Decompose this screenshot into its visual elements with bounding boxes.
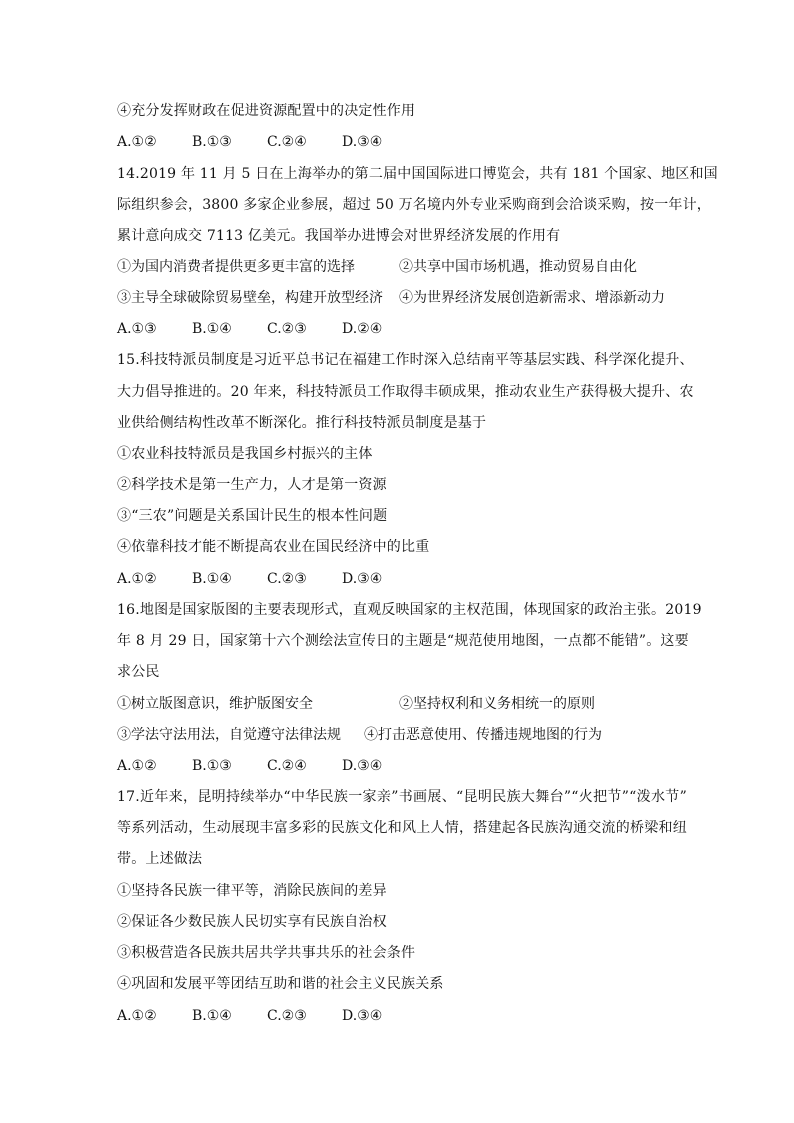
option-c: C.②④ [267, 134, 307, 150]
option-a: A.①③ [117, 321, 157, 337]
q15-stem-line-1: 15.科技特派员制度是习近平总书记在福建工作时深入总结南平等基层实践、科学深化提升、 [117, 352, 694, 368]
option-c: C.②③ [267, 1008, 307, 1024]
q14-stem-line-3: 累计意向成交 7113 亿美元。我国举办进博会对世界经济发展的作用有 [117, 228, 561, 244]
q16-item-1: ①树立版图意识，维护版图安全 [117, 696, 313, 712]
option-d: D.②④ [342, 321, 383, 337]
option-a: A.①② [117, 1008, 157, 1024]
q16-item-3: ③学法守法用法，自觉遵守法律法规 [117, 727, 341, 743]
q14-stem-line-2: 际组织参会，3800 多家企业参展，超过 50 万名境内外专业采购商到会洽谈采购，按一年计， [117, 197, 711, 213]
q14-options [117, 319, 417, 339]
q15-item-3: ③“三农”问题是关系国计民生的根本性问题 [117, 508, 388, 524]
option-d: D.③④ [342, 758, 383, 774]
q16-stem-line-2: 年 8 月 29 日，国家第十六个测绘法宣传日的主题是“规范使用地图，一点都不能错”。这要 [117, 633, 689, 649]
option-a: A.①② [117, 571, 157, 587]
q17-stem-line-2: 等系列活动，生动展现丰富多彩的民族文化和风上人情，搭建起各民族沟通交流的桥梁和纽 [117, 820, 687, 836]
q17-item-1: ①坚持各民族一律平等，消除民族间的差异 [117, 883, 387, 899]
q14-item-4: ④为世界经济发展创造新需求、增添新动力 [399, 290, 665, 306]
q15-item-4: ④依靠科技才能不断提高农业在国民经济中的比重 [117, 539, 430, 555]
q16-items-row-2 [117, 725, 602, 745]
q17-item-4: ④巩固和发展平等团结互助和谐的社会主义民族关系 [117, 976, 444, 992]
q16-item-2: ②坚持权利和义务相统一的原则 [399, 696, 595, 712]
prev-question-item-4: ④充分发挥财政在促进资源配置中的决定性作用 [117, 103, 416, 119]
q17-item-3: ③积极营造各民族共居共学共事共乐的社会条件 [117, 945, 416, 961]
q15-stem-line-2: 大力倡导推进的。20 年来，科技特派员工作取得丰硕成果，推动农业生产获得极大提升、农 [117, 384, 694, 400]
q17-stem-line-3: 带。上述做法 [117, 851, 203, 867]
q14-item-3: ③主导全球破除贸易壁垒，构建开放型经济 [117, 290, 383, 306]
q14-item-2: ②共享中国市场机遇，推动贸易自由化 [399, 259, 637, 275]
q16-items-row-1 [117, 694, 595, 714]
q14-items-row-1 [117, 257, 637, 277]
option-b: B.①④ [192, 1008, 232, 1024]
prev-question-options [117, 132, 417, 152]
q14-item-1: ①为国内消费者提供更多更丰富的选择 [117, 259, 355, 275]
q14-items-row-2 [117, 288, 665, 308]
option-a: A.①② [117, 758, 157, 774]
option-b: B.①③ [192, 134, 232, 150]
q15-options [117, 569, 417, 589]
option-b: B.①④ [192, 571, 232, 587]
q16-options [117, 756, 417, 776]
q17-item-2: ②保证各少数民族人民切实享有民族自治权 [117, 914, 387, 930]
option-c: C.②③ [267, 321, 307, 337]
q14-stem-line-1: 14.2019 年 11 月 5 日在上海举办的第二届中国国际进口博览会，共有 181 个国家、地区和国 [117, 166, 718, 182]
q15-item-2: ②科学技术是第一生产力，人才是第一资源 [117, 477, 387, 493]
option-a: A.①② [117, 134, 157, 150]
q17-stem-line-1: 17.近年来，昆明持续举办“中华民族一家亲”书画展、“昆明民族大舞台”“火把节”“泼水节” [117, 789, 687, 805]
option-d: D.③④ [342, 571, 383, 587]
option-c: C.②④ [267, 758, 307, 774]
q16-stem-line-1: 16.地图是国家版图的主要表现形式，直观反映国家的主权范围，体现国家的政治主张。2019 [117, 602, 702, 618]
option-b: B.①③ [192, 758, 232, 774]
option-b: B.①④ [192, 321, 232, 337]
option-d: D.③④ [342, 134, 383, 150]
q15-item-1: ①农业科技特派员是我国乡村振兴的主体 [117, 446, 373, 462]
q16-item-4: ④打击恶意使用、传播违规地图的行为 [364, 727, 602, 743]
q17-options [117, 1006, 417, 1026]
q16-stem-line-3: 求公民 [117, 664, 160, 680]
q15-stem-line-3: 业供给侧结构性改革不断深化。推行科技特派员制度是基于 [117, 415, 487, 431]
option-d: D.③④ [342, 1008, 383, 1024]
option-c: C.②③ [267, 571, 307, 587]
